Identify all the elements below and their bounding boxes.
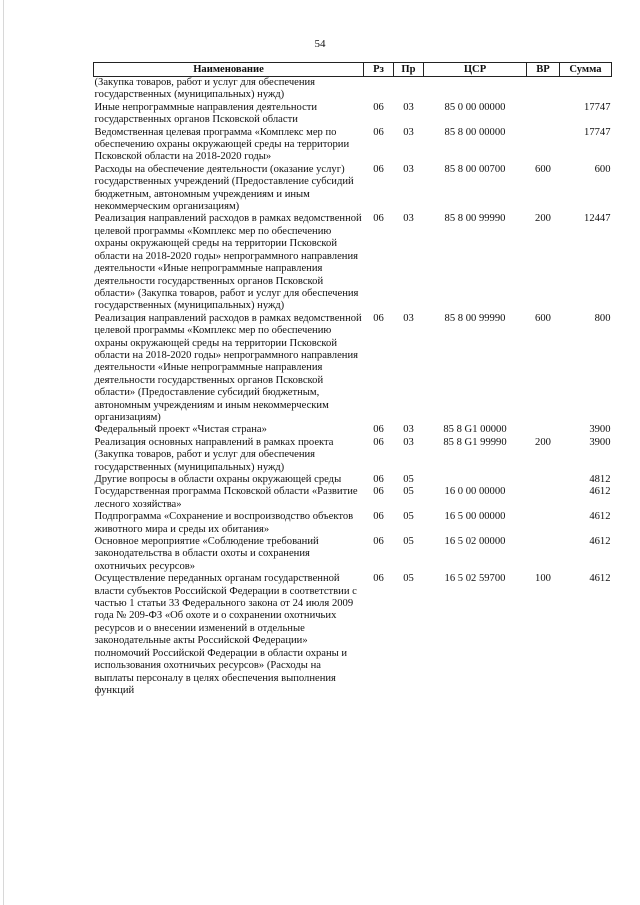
cell-sum: 4612 bbox=[589, 573, 611, 585]
cell-vr bbox=[527, 77, 560, 102]
cell-rz: 06 bbox=[373, 163, 384, 175]
cell-pr: 05 bbox=[403, 536, 414, 548]
cell-sum: 600 bbox=[594, 163, 611, 175]
table-row bbox=[94, 213, 612, 312]
cell-vr bbox=[527, 474, 560, 486]
header-pr: Пр bbox=[394, 63, 424, 77]
cell-rz bbox=[364, 77, 394, 102]
cell-rz: 06 bbox=[373, 126, 384, 138]
cell-vr bbox=[527, 486, 560, 511]
header-rz: Рз bbox=[364, 63, 394, 77]
cell-name: Федеральный проект «Чистая страна» bbox=[94, 424, 267, 436]
cell-pr: 05 bbox=[403, 573, 414, 585]
table-header bbox=[94, 63, 612, 77]
cell-vr: 200 bbox=[535, 213, 551, 225]
cell-vr: 600 bbox=[535, 312, 551, 324]
cell-sum: 800 bbox=[594, 312, 611, 324]
cell-csr: 85 8 G1 00000 bbox=[443, 424, 507, 436]
cell-sum: 3900 bbox=[589, 424, 611, 436]
header-row bbox=[94, 63, 612, 77]
cell-vr: 600 bbox=[535, 163, 551, 175]
table-row bbox=[94, 313, 612, 425]
cell-vr bbox=[527, 424, 560, 436]
cell-name: Основное мероприятие «Соблюдение требований законодательства в области охоты и сохранения охотничьих ресурсов» bbox=[94, 536, 319, 572]
cell-name: Ведомственная целевая программа «Комплекс мер по обеспечению охраны окружающей среды на территории Псковской области на 2018-2020 годы» bbox=[94, 126, 350, 163]
cell-rz: 06 bbox=[373, 474, 384, 485]
cell-name: Иные непрограммные направления деятельности государственных органов Псковской области bbox=[94, 101, 318, 126]
cell-name: Расходы на обеспечение деятельности (оказание услуг) государственных учреждений (Предоставление субсидий бюджетным, автономным учреждениям и иным некоммерческим организациям) bbox=[94, 163, 354, 213]
cell-vr: 100 bbox=[535, 573, 551, 585]
cell-pr: 05 bbox=[403, 474, 414, 485]
table-row bbox=[94, 437, 612, 474]
cell-sum: 12447 bbox=[584, 213, 611, 225]
table-row bbox=[94, 573, 612, 697]
cell-csr: 85 8 00 00700 bbox=[444, 163, 506, 175]
table-row bbox=[94, 536, 612, 573]
table-row bbox=[94, 511, 612, 536]
cell-csr: 16 5 00 00000 bbox=[444, 511, 506, 523]
header-name: Наименование bbox=[94, 63, 364, 77]
cell-name: Другие вопросы в области охраны окружающей среды bbox=[94, 474, 342, 485]
cell-rz: 06 bbox=[373, 536, 384, 548]
cell-pr: 03 bbox=[403, 424, 414, 436]
cell-rz: 06 bbox=[373, 101, 384, 113]
cell-sum: 17747 bbox=[584, 126, 611, 138]
cell-sum: 17747 bbox=[584, 101, 611, 113]
cell-pr: 03 bbox=[403, 312, 414, 324]
cell-csr: 85 8 00 99990 bbox=[444, 312, 506, 324]
cell-name: Реализация основных направлений в рамках проекта (Закупка товаров, работ и услуг для обеспечения государственных (муниципальных) нужд) bbox=[94, 436, 334, 473]
cell-name: Государственная программа Псковской области «Развитие лесного хозяйства» bbox=[94, 486, 358, 510]
cell-csr bbox=[424, 474, 527, 486]
cell-sum: 4612 bbox=[589, 536, 611, 548]
cell-vr bbox=[527, 536, 560, 573]
cell-rz: 06 bbox=[373, 436, 384, 448]
cell-csr: 85 8 G1 99990 bbox=[443, 436, 507, 448]
table-row bbox=[94, 127, 612, 164]
header-vr: ВР bbox=[527, 63, 560, 77]
cell-csr: 85 0 00 00000 bbox=[444, 101, 506, 113]
cell-csr bbox=[424, 77, 527, 102]
table-row bbox=[94, 474, 612, 486]
cell-pr bbox=[394, 77, 424, 102]
cell-pr: 05 bbox=[403, 486, 414, 498]
cell-csr: 16 5 02 00000 bbox=[444, 536, 506, 548]
scan-edge-line bbox=[3, 0, 4, 905]
cell-pr: 05 bbox=[403, 511, 414, 523]
cell-name: Реализация направлений расходов в рамках ведомственной целевой программы «Комплекс мер по обеспечению охраны окружающей среды на территории Псковской области на 2018-2020 годы» непрограммного направления деятельности «Иные непрограммные направления деятельности государственных органов Псковской области» (Закупка товаров, работ и услуг для обеспечения государственных (муниципальных) нужд) bbox=[94, 213, 362, 312]
cell-sum: 4812 bbox=[589, 474, 611, 485]
cell-rz: 06 bbox=[373, 486, 384, 498]
cell-sum: 4612 bbox=[589, 486, 611, 498]
cell-pr: 03 bbox=[403, 126, 414, 138]
cell-rz: 06 bbox=[373, 511, 384, 523]
cell-sum: 3900 bbox=[589, 436, 611, 448]
cell-pr: 03 bbox=[403, 436, 414, 448]
cell-rz: 06 bbox=[373, 312, 384, 324]
cell-vr bbox=[527, 102, 560, 127]
cell-csr: 85 8 00 99990 bbox=[444, 213, 506, 225]
table-row bbox=[94, 424, 612, 436]
table-row bbox=[94, 164, 612, 214]
cell-pr: 03 bbox=[403, 101, 414, 113]
cell-rz: 06 bbox=[373, 573, 384, 585]
cell-vr: 200 bbox=[535, 436, 551, 448]
cell-name: Реализация направлений расходов в рамках ведомственной целевой программы «Комплекс мер по обеспечению охраны окружающей среды на территории Псковской области на 2018-2020 годы» непрограммного направления деятельности «Иные непрограммные направления деятельности государственных органов Псковской области» (Предоставление субсидий бюджетным, автономным учреждениям и иным некоммерческим организациям) bbox=[94, 312, 362, 423]
table-row bbox=[94, 486, 612, 511]
cell-rz: 06 bbox=[373, 213, 384, 225]
page-number: 54 bbox=[314, 38, 326, 50]
cell-vr bbox=[527, 127, 560, 164]
cell-vr bbox=[527, 511, 560, 536]
cell-pr: 03 bbox=[403, 213, 414, 225]
table-row bbox=[94, 77, 612, 102]
cell-name: Осуществление переданных органам государственной власти субъектов Российской Федерации в соответствии с частью 1 статьи 33 Федерального закона от 24 июля 2009 года № 209-ФЗ «Об охоте и о сохранении охотничьих ресурсов и о внесении изменений в отдельные законодательные акты Российской Федерации» полномочий Российской Федерации в области охраны и использования охотничьих ресурсов» (Расходы на выплаты персоналу в целях обеспечения выполнения функций bbox=[94, 573, 357, 696]
cell-name: (Закупка товаров, работ и услуг для обеспечения государственных (муниципальных) нужд) bbox=[94, 77, 316, 101]
cell-sum bbox=[560, 77, 612, 102]
table-row bbox=[94, 102, 612, 127]
cell-pr: 03 bbox=[403, 163, 414, 175]
cell-csr: 85 8 00 00000 bbox=[444, 126, 506, 138]
cell-csr: 16 0 00 00000 bbox=[444, 486, 506, 498]
header-sum: Сумма bbox=[560, 63, 612, 77]
budget-table bbox=[93, 62, 612, 697]
cell-csr: 16 5 02 59700 bbox=[444, 573, 506, 585]
cell-sum: 4612 bbox=[589, 511, 611, 523]
table-body bbox=[94, 77, 612, 698]
header-csr: ЦСР bbox=[424, 63, 527, 77]
cell-rz: 06 bbox=[373, 424, 384, 436]
cell-name: Подпрограмма «Сохранение и воспроизводство объектов животного мира и среды их обитания» bbox=[94, 511, 354, 535]
